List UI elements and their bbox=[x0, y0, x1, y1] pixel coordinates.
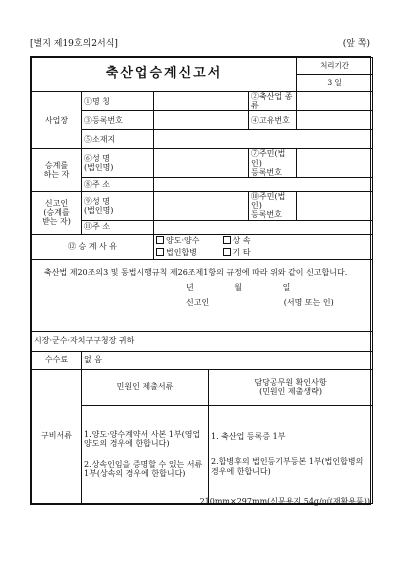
business-name-label: ①명 칭 bbox=[82, 92, 154, 111]
succession-reason-label: ⑫ 승 계 사 유 bbox=[32, 234, 154, 259]
business-unique-no-field[interactable] bbox=[297, 111, 373, 130]
reason-option-inheritance[interactable]: 상 속 bbox=[223, 236, 251, 245]
transferor-address-field[interactable] bbox=[154, 177, 373, 191]
form-number: [별지 제19호의2서식] bbox=[30, 39, 118, 49]
declaration-text: 축산법 제20조의3 및 동법시행규칙 제26조제1항의 규정에 따라 위와 같이 신고합니다. bbox=[44, 267, 348, 277]
business-section-label: 사업장 bbox=[32, 92, 82, 149]
checkbox-icon[interactable] bbox=[223, 248, 231, 256]
transferee-name-label: ⑨성 명 (법인명) bbox=[82, 191, 154, 220]
date-line: 년 월 일 bbox=[186, 283, 291, 293]
applicant-doc-item: 1.양도·양수계약서 사본 1부(영업양도의 경우에 한합니다) bbox=[84, 429, 201, 448]
official-docs-header: 담당공무원 확인사항 (민원인 제출생략) bbox=[209, 369, 373, 405]
business-reg-no-label: ③등록번호 bbox=[82, 111, 154, 130]
applicant-line bbox=[36, 298, 368, 307]
business-address-field[interactable] bbox=[154, 130, 373, 149]
business-type-label: ②축산업 종류 bbox=[249, 92, 297, 111]
checkbox-icon[interactable] bbox=[156, 236, 164, 244]
official-doc-item: 1. 축산업 등록증 1부 bbox=[211, 432, 286, 442]
reason-option-other[interactable]: 기 타 bbox=[223, 248, 251, 257]
processing-period-value: 3 일 bbox=[297, 75, 373, 92]
business-unique-no-label: ④고유번호 bbox=[249, 111, 297, 130]
official-docs-list bbox=[209, 405, 373, 503]
processing-period-label: 처리기간 bbox=[297, 58, 373, 75]
business-name-field[interactable] bbox=[154, 92, 249, 111]
transferor-section-label: 승계를 하는 자 bbox=[32, 149, 82, 192]
addressee: 시장·군수·자치구구청장 귀하 bbox=[32, 331, 373, 351]
applicant-label: 신고인 bbox=[186, 298, 210, 308]
report-form bbox=[30, 56, 371, 505]
signature-label: (서명 또는 인) bbox=[283, 298, 334, 308]
transferor-id-label: ⑦주민(법인) 등록번호 bbox=[249, 149, 297, 178]
form-table bbox=[31, 57, 373, 504]
transferee-id-label: ⑩주민(법인) 등록번호 bbox=[249, 191, 297, 220]
transferee-address-field[interactable] bbox=[154, 220, 373, 234]
applicant-docs-header: 민원인 제출서류 bbox=[82, 369, 209, 405]
transferee-section-label: 신고인 (승계를 받는 자) bbox=[32, 191, 82, 234]
transferor-address-label: ⑧주 소 bbox=[82, 177, 154, 191]
fee-value: 없 음 bbox=[82, 351, 373, 369]
declaration-block bbox=[32, 259, 373, 331]
reason-option-transfer[interactable]: 양도·양수 bbox=[156, 236, 220, 245]
transferor-name-label: ⑥성 명 (법인명) bbox=[82, 149, 154, 178]
transferee-address-label: ⑪주 소 bbox=[82, 220, 154, 234]
business-address-label: ⑤소재지 bbox=[82, 130, 154, 149]
transferor-id-field[interactable] bbox=[297, 149, 373, 178]
business-reg-no-field[interactable] bbox=[154, 111, 249, 130]
fee-label: 수수료 bbox=[32, 351, 82, 369]
page-side: (앞 쪽) bbox=[342, 39, 370, 49]
form-title: 축산업승계신고서 bbox=[32, 58, 297, 92]
succession-reason-options bbox=[154, 234, 373, 259]
paper-spec: 210mm×297mm(신문용지 54g/㎡(재활용품)) bbox=[199, 497, 370, 506]
business-type-field[interactable] bbox=[297, 92, 373, 111]
official-doc-item: 2.합병후의 법인등기부등본 1부(법인합병의 경우에 한합니다) bbox=[211, 457, 364, 476]
applicant-doc-item: 2.상속인임을 증명할 수 있는 서류 1부(상속의 경우에 한합니다) bbox=[84, 460, 203, 479]
transferee-name-field[interactable] bbox=[154, 191, 249, 220]
checkbox-icon[interactable] bbox=[156, 248, 164, 256]
reason-option-merger[interactable]: 법인합병 bbox=[156, 248, 220, 257]
transferee-id-field[interactable] bbox=[297, 191, 373, 220]
transferor-name-field[interactable] bbox=[154, 149, 249, 178]
applicant-docs-list bbox=[82, 405, 209, 503]
checkbox-icon[interactable] bbox=[223, 236, 231, 244]
documents-label: 구비서류 bbox=[32, 369, 82, 503]
